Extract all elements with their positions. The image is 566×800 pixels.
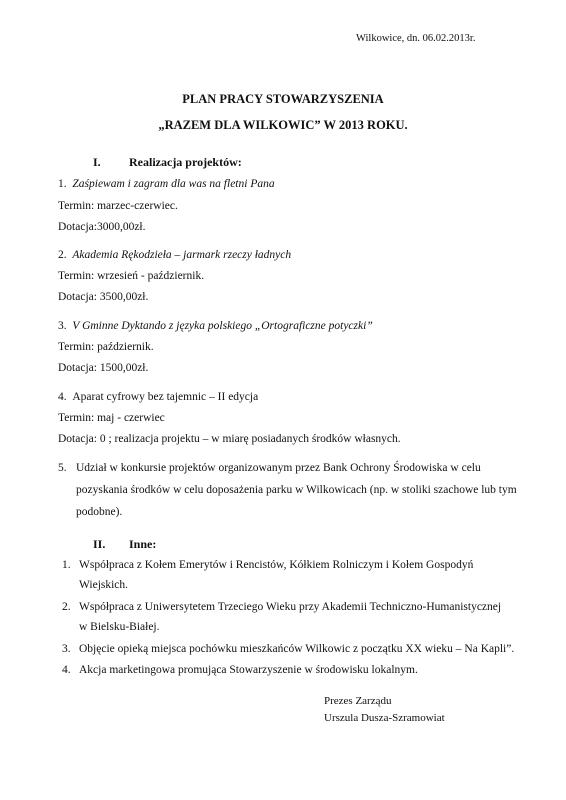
section-1-title: Realizacja projektów:: [129, 155, 242, 169]
other-item-1-number: 1.: [62, 559, 71, 571]
section-1-heading: [93, 155, 242, 170]
other-item-2-line-1: Współpraca z Uniwersytetem Trzeciego Wieku przy Akademii Techniczno-Humanistycznej: [79, 601, 502, 613]
project-1-term: Termin: marzec-czerwiec.: [58, 200, 178, 212]
project-5-line-1: Udział w konkursie projektów organizowanym przez Bank Ochrony Środowiska w celu: [76, 462, 481, 474]
document-title-line-2: „RAZEM DLA WILKOWIC” W 2013 ROKU.: [158, 118, 408, 132]
project-2-number: 2.: [58, 249, 67, 261]
project-2-term: Termin: wrzesień - październik.: [58, 270, 205, 282]
project-4-name: [58, 391, 258, 403]
project-3-name: [58, 320, 373, 332]
other-item-2-line-2: w Bielsku-Białej.: [79, 621, 160, 633]
project-1-number: 1.: [58, 178, 67, 190]
project-1-title: Zaśpiewam i zagram dla was na fletni Pana: [72, 178, 275, 190]
project-5-line-3: podobne).: [76, 506, 123, 518]
project-1-name: [58, 178, 275, 190]
project-5-line-2: pozyskania środków w celu doposażenia parku w Wilkowicach (np. w stoliki szachowe lub tym: [76, 484, 517, 496]
project-4-funding: Dotacja: 0 ; realizacja projektu – w miarę posiadanych środków własnych.: [58, 433, 401, 445]
project-1-funding: Dotacja:3000,00zł.: [58, 221, 146, 233]
signature-name: Urszula Dusza-Szramowiat: [324, 712, 445, 724]
project-2-name: [58, 249, 291, 261]
project-4-term: Termin: maj - czerwiec: [58, 412, 165, 424]
document-date: Wilkowice, dn. 06.02.2013r.: [356, 33, 476, 44]
signature-role: Prezes Zarządu: [324, 695, 392, 707]
document-title-line-1: PLAN PRACY STOWARZYSZENIA: [182, 92, 384, 106]
project-3-title: V Gminne Dyktando z języka polskiego „Ortograficzne potyczki”: [72, 320, 373, 332]
signature-block: [324, 693, 445, 727]
other-item-4-number: 4.: [62, 664, 71, 676]
project-2-title: Akademia Rękodzieła – jarmark rzeczy ładnych: [72, 249, 292, 261]
section-1-number: I.: [93, 155, 101, 169]
section-2-title: Inne:: [129, 537, 157, 551]
other-item-3-line-1: Objęcie opieką miejsca pochówku mieszkańców Wilkowic z początku XX wieku – Na Kapli”.: [79, 643, 515, 655]
other-item-2-number: 2.: [62, 601, 71, 613]
section-2-number: II.: [93, 537, 106, 551]
other-item-1-line-1: Współpraca z Kołem Emerytów i Rencistów, Kółkiem Rolniczym i Kołem Gospodyń: [79, 559, 474, 571]
project-4-number: 4.: [58, 391, 67, 403]
section-2-heading: [93, 537, 156, 552]
project-3-number: 3.: [58, 320, 67, 332]
project-5-number: 5.: [58, 462, 67, 474]
project-3-funding: Dotacja: 1500,00zł.: [58, 362, 149, 374]
project-3-term: Termin: październik.: [58, 341, 154, 353]
project-2-funding: Dotacja: 3500,00zł.: [58, 291, 149, 303]
project-4-title: Aparat cyfrowy bez tajemnic – II edycja: [72, 391, 259, 403]
other-item-3-number: 3.: [62, 643, 71, 655]
other-item-4-line-1: Akcja marketingowa promująca Stowarzyszenie w środowisku lokalnym.: [79, 664, 418, 676]
other-item-1-line-2: Wiejskich.: [79, 579, 129, 591]
